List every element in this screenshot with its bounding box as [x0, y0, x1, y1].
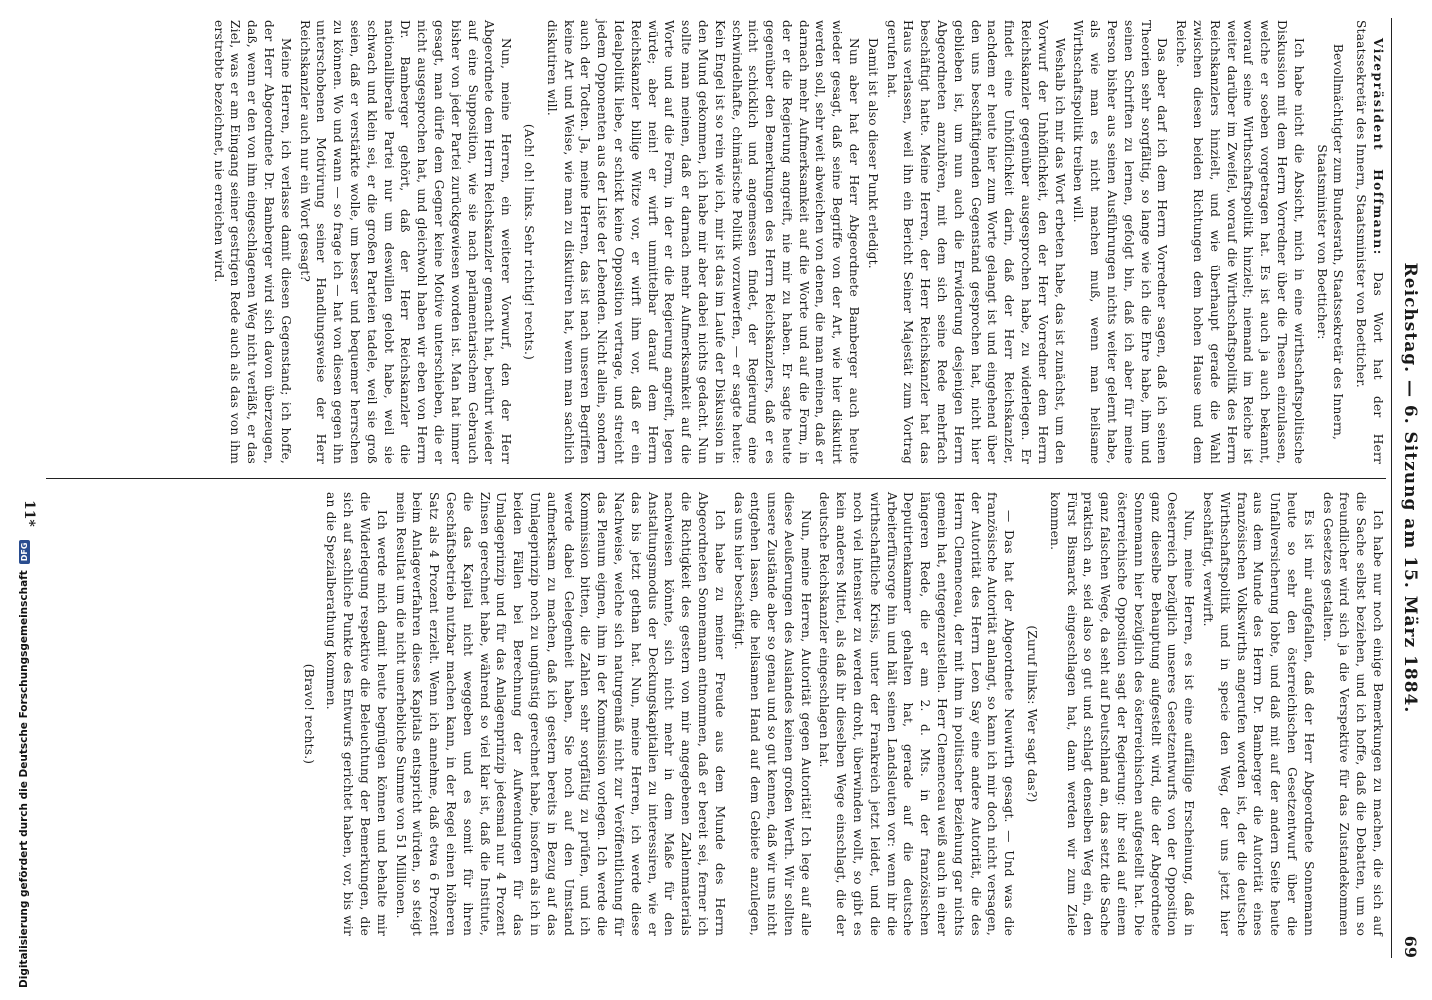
paragraph: Es ist mir aufgefallen, daß der Herr Abgeordnete Sonnemann heute so sehr den österreichischen Gesetzentwurf über die Unfallversicherung lobte, und daß mit auf der andern Seite heute aus dem Munde des Herrn Dr. Bamberger die Autorität eines französischen Volkswirths angerufen worden ist, der die deutsche Wirthschaftspolitik und in specie den Weg, der uns jetzt hier beschäftigt, verwirft.: [1201, 492, 1316, 936]
column-divider: [46, 478, 1386, 479]
signature-mark: 11*: [21, 500, 37, 527]
left-column: [208, 20, 1386, 464]
paragraph: Nun, meine Herren, ein weiterer Vorwurf, den der Herr Abgeordnete dem Herrn Reichskanzler gemacht hat, berührt wieder auf eine Supposition, wie sie nach parlamentarischem Gebrauch bisher von jeder Partei zurückgewiesen worden ist. Man hat immer gesagt, man dürfe dem Gegner keine Motive unterschieben, die er nicht ausgesprochen hat, und gleichwohl haben wir eben von Herrn Dr. Bamberger gehört, daß der Herr Reichskanzler die nationalliberale Partei nur um deswillen gelobt habe, weil sie schwach und klein sei, er die großen Parteien tadele, weil sie groß seien, daß er verstärkte wolle, um besser und bequemer herrschen zu können. Wo und wann — so frage ich — hat von diesen gegen ihn unterschobenen Motivirung seiner Handlungsweise der Herr Reichskanzler auch nur ein Wort gesagt?: [297, 20, 514, 464]
centered-line: (Zuruf links: Wer sagt das?): [1025, 625, 1040, 803]
paragraph: Das aber darf ich dem Herrn Vorredner sagen, daß ich seinen Theorien sehr sorgfältig, so lange wie ich die Ehre habe, ihm und seinen Schriften zu lernen, gefolgt bin, daß ich aber für meine Person bisher aus seinen Ausführungen nichts weiter gelernt habe, als wie man es nicht machen muß, wenn man heilsame Wirthschaftspolitik treiben will.: [1071, 20, 1170, 464]
page-number: 69: [1401, 935, 1420, 958]
paragraph: Nun, meine Herren, es ist eine auffällige Erscheinung, daß in Oesterreich bezüglich unseres Gesetzentwurfs von der Opposition ganz dieselbe Behauptung aufgestellt wird, die der Abgeordnete Sonnemann hier bezüglich des österreichischen aufgestellt hat. Die österreichische Opposition sagt der Regierung: ihr seid auf einem ganz falschen Wege, da seht auf Deutschland an, das setzt die Sache praktisch an, seid also so gut und schlagt denselben Weg ein, den Fürst Bismarck eingeschlagen hat, dann werden wir zum Ziele kommen.: [1047, 492, 1197, 936]
paragraph: Ich habe nicht die Absicht, mich in eine wirthschaftspolitische Diskussion mit dem Herrn Vorredner über die Thesen einzulassen, welche er soeben vorgetragen hat. Es ist auch ja auch bekannt, worauf seine Wirthschaftspolitik hinzielt; niemand im Reiche ist weiter darüber im Zweifel, worauf die Wirthschaftspolitik des Herrn Reichskanzlers hinzielt, und wie überhaupt gerade die Wahl zwischen diesen beiden Richtungen dem hohen Hause und dem Reiche.: [1174, 20, 1306, 464]
right-column: [294, 492, 1386, 936]
centered-line: Bevollmächtigter zum Bundesrath, Staatssekretär des Innern, Staatsminister von Boetticher:: [1314, 43, 1346, 441]
paragraph: Meine Herren, ich verlasse damit diesen Gegenstand; ich hoffe, der Herr Abgeordnete Dr. Bamberger wird sich davon überzeugen, daß, wenn er den von ihm eingeschlagenen Weg nicht verläßt, er das Ziel, was er am Eingang seiner gestrigen Rede auch als das von ihm erstrebte bezeichnet, nie erreichen wird.: [211, 20, 293, 464]
paragraph: Nun, meine Herren, Autorität gegen Autorität! Ich lege auf alle diese Aeußerungen des Auslandes keinen großen Werth. Wir sollten unsere Zustände aber so genau und so gut kennen, daß wir uns nicht entgehen lassen, die heilsamen Hand auf dem Gebiete anzulegen, das uns hier beschäftigt.: [731, 492, 813, 936]
paragraph: Damit ist also dieser Punkt erledigt.: [865, 38, 880, 269]
paragraph: Nun aber hat der Herr Abgeordnete Bamberger auch heute wieder gesagt, daß seine Begriffe von der Art, wie hier diskutirt werden soll, sehr weit abweichen von denen, die man meinen, daß er darnach mehr Aufmerksamkeit auf die Worte und auf die Form, in der er die Regierung angreift, nie mir zu haben. Er sagte heute gegenüber den Bemerkungen des Herrn Reichskanzlers, daß er es nicht schicklich und angemessen findet, der Regierung eine schwindelhafte, chimärische Politik vorzuwerfen, — er sagte heute: Kein Engel ist so rein wie ich, mir ist das im Laufe der Diskussion in den Mund gekommen, ich habe mir aber dabei nichts gedacht. Nun sollte man meinen, daß er darnach mehr Aufmerksamkeit auf die Worte und auf die Form, in der er die Regierung angreift, legen würde; aber nein! er wirft unmittelbar darauf dem Herrn Reichskanzler billige Witze vor, er wirft ihm vor, daß er ein Idealpolitik liebe, er schickt keine Opposition vertrage, und streicht jedem Opponenten aus der Liste der Lebenden. Nicht allein, sondern auch der Todten. Ja, meine Herren, das ist nach unseren Begriffen keine Art und Weise, wie man zu diskutiren hat, wenn man sachlich diskutiren will.: [544, 20, 862, 464]
speaker-text: Das Wort hat der Herr Staatssekretär des Innern, Staatsminister von Boetticher.: [1354, 20, 1385, 464]
centered-line: (Ach! oh! links. Sehr richtig! rechts.): [521, 123, 536, 361]
speaker-paragraph: [1352, 20, 1386, 464]
digitization-credit: [16, 0, 32, 1000]
centered-line: (Bravo! rechts.): [301, 663, 316, 765]
paragraph: Ich werde mich damit heute begnügen können und behalte mir die Widerlegung respektive die Beleuchtung der Bemerkungen, die sich auf sachliche Punkte des Entwurfs gerichtet haben, vor, bis wir an die Spezialberathung kommen.: [324, 492, 389, 936]
speaker-name: Vizepräsident Hoffmann:: [1371, 38, 1385, 256]
dfg-logo: DFG: [19, 540, 30, 565]
page-header: [1391, 18, 1424, 958]
header-title: Reichstag. — 6. Sitzung am 15. März 1884.: [1400, 262, 1420, 714]
paragraph: Ich habe nur noch einige Bemerkungen zu machen, die sich auf die Sache selbst beziehen, und ich hoffe, daß die Debatten, um so freundlicher wird sich ja die Verspektive für das Zustandekommen des Gesetzes gestalten.: [1320, 492, 1385, 936]
paragraph: — Das hat der Abgeordnete Neuwirth gesagt. — Und was die französische Autorität anlangt, so kann ich mir doch nicht versagen, der Autorität des Herrn Leon Say eine andere Autorität, die des Herrn Clemenceau, der mit ihm in politischer Beziehung gar nichts gemein hat, entgegenzustellen. Herr Clemenceau weiß auch in einer längeren Rede, die er am 2. d. Mts. in der französischen Deputirtenkammer gehalten hat, gerade auf die deutsche Arbeiterfürsorge hin und hält seinen Landsleuten vor: wenn ihr die wirthschaftliche Krisis, unter der Frankreich jetzt leidet, und die noch viel intensiver zu werden droht, überwinden wollt, so gibt es kein anderes Mittel, als daß ihr dieselben Wege einschlagt, die der deutsche Reichskanzler eingeschlagen hat.: [817, 492, 1017, 936]
credit-text: Digitalisierung gefördert durch die Deutsche Forschungsgemeinschaft: [18, 570, 30, 988]
paragraph: Ich habe zu meiner Freude aus dem Munde des Herrn Abgeordneten Sonnemann entnommen, daß er bereit sei, ferner ich die Richtigkeit des gestern von mir angegebenen Zahlenmaterials nachweisen könnte, sich nicht mehr in dem Maße für den Anstaltungsmodus der Deckungskapitalien zu interessiren, wie er das bis jetzt gethan hat. Nun, meine Herren, ich werde diese Nachweise, welche sich naturgemäß nicht zur Veröffentlichung für das Plenum eignen, ihm in der Kommission vorlegen. Ich werde die Kommission bitten, die Zahlen sehr sorgfältig zu prüfen, und ich werde dabei Gelegenheit haben, Sie noch auf den Umstand aufmerksam zu machen, daß ich gestern bereits in Bezug auf das Umlageprinzip noch zu ungünstig gerechnet habe, insofern als ich in beiden Fällen bei Berechnung der Aufwendungen für das Umlageprinzip und für das Anlagenprinzip jedesmal nur 4 Prozent Zinsen gerechnet habe, während so viel klar ist, daß die Institute, die das Kapital nicht weggeben und es somit für ihren Geschäftsbetrieb nutzbar machen kann, in der Regel einen höheren Satz als 4 Prozent erzielt. Wenn ich annehme, daß etwa 6 Prozent beim Anlageverfahren dieses Kapitals entspricht würden, so steigt mein Resultat um die nicht unerhebliche Summe von 51 Millionen.: [393, 492, 727, 936]
paragraph: Weshalb ich mir das Wort erbeten habe, das ist zunächst, um den Vorwurf der Unhöflichkeit, den der Herr Vorredner dem Herrn Reichskanzler gegenüber ausgesprochen habe, zu widerlegen. Er findet eine Unhöflichkeit darin, daß der Herr Reichskanzler, nachdem er heute hier zum Worte gelangt ist und eingehend über den uns beschäftigenden Gegenstand gesprochen hat, nicht hier geblieben ist, um nun auch die Erwiderung desjenigen Herrn Abgeordneten anzuhören, mit dem sich seine Rede mehrfach beschäftigt hatte. Meine Herren, der Herr Reichskanzler hat das Haus verlassen, weil ihn ein Bericht Seiner Majestät zum Vortrag gerufen hat.: [884, 20, 1067, 464]
